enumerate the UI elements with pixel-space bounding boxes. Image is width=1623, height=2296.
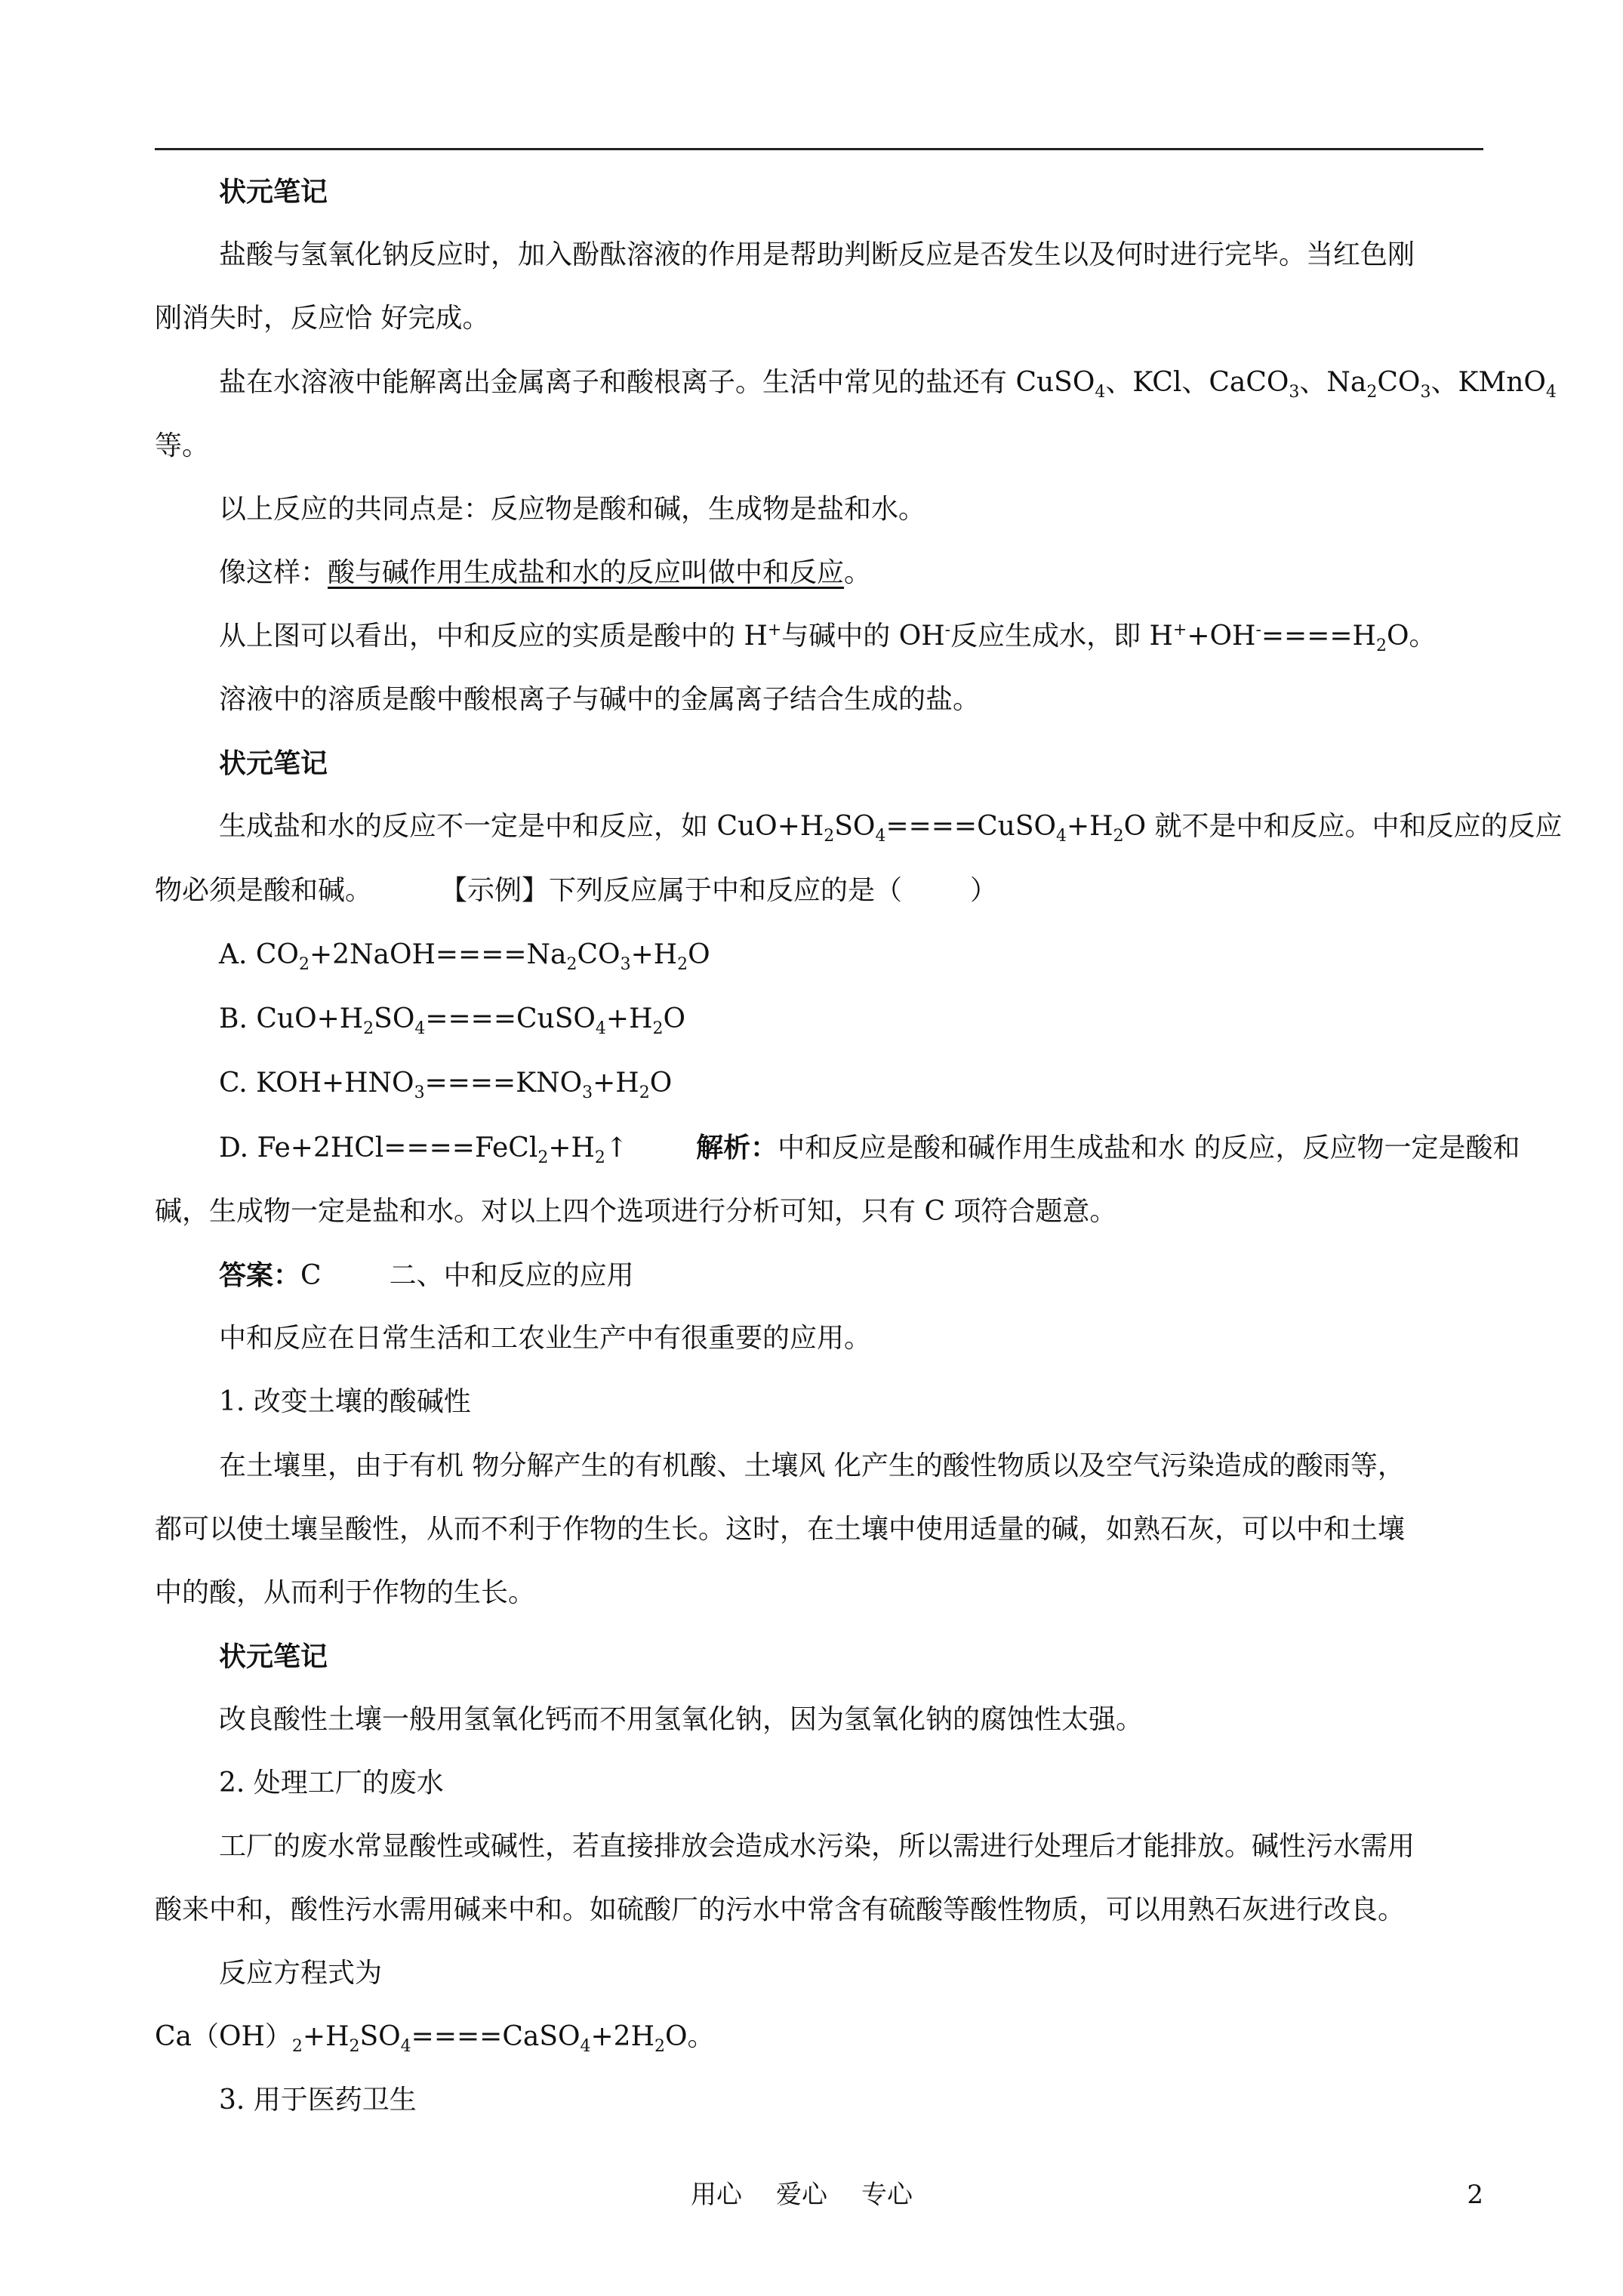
paragraph-soil-cont-2: 中的酸，从而利于作物的生长。 [155, 1577, 536, 1608]
note-heading-3: 状元笔记 [219, 1641, 328, 1672]
heading-wastewater: 2. 处理工厂的废水 [219, 1767, 444, 1798]
answer-label: 答案： [219, 1259, 301, 1291]
equation: $Ca(OH)_2+H_2SO_4====CaSO_4+2H_2O$。 [155, 2021, 715, 2057]
footer-motto: 用心 爱心 专心 [691, 2180, 913, 2210]
paragraph-common-point: 以上反应的共同点是：反应物是酸和碱，生成物是盐和水。 [219, 494, 926, 525]
paragraph-solute: 溶液中的溶质是酸中酸根离子与碱中的金属离子结合生成的盐。 [219, 684, 981, 715]
paragraph-wastewater-cont: 酸来中和，酸性污水需用碱来中和。如硫酸厂的污水中常含有硫酸等酸性物质，可以用熟石灰进行改良。 [155, 1894, 1406, 1925]
paragraph-soil-cont: 都可以使土壤呈酸性，从而不利于作物的生长。这时，在土壤中使用适量的碱，如熟石灰，可以中和土壤 [155, 1514, 1406, 1545]
paragraph-example-question: 物必须是酸和碱。 【示例】下列反应属于中和反应的是（ ） [155, 875, 998, 906]
paragraph-indicator-cont: 刚消失时，反应恰 好完成。 [155, 303, 490, 334]
paragraph-wastewater: 工厂的废水常显酸性或碱性，若直接排放会造成水污染，所以需进行处理后才能排放。碱性污水需用 [219, 1831, 1415, 1862]
option-c: C. $KOH+HNO_3====KNO_3+H_2O$ [219, 1068, 673, 1103]
paragraph-essence: 从上图可以看出，中和反应的实质是酸中的 H+与碱中的 OH-反应生成水，即 $H^++OH^-====H_2O$。 [219, 621, 1437, 656]
paragraph-definition: 像这样：酸与碱作用生成盐和水的反应叫做中和反应。 [219, 557, 872, 588]
option-b: B. $CuO+H_2SO_4====CuSO_4+H_2O$ [219, 1003, 685, 1039]
heading-medicine: 3. 用于医药卫生 [219, 2085, 417, 2116]
option-a: A. $CO_2+2NaOH====Na_2CO_3+H_2O$ [219, 939, 710, 975]
paragraph-applications: 中和反应在日常生活和工农业生产中有很重要的应用。 [219, 1323, 872, 1354]
paragraph-equation-intro: 反应方程式为 [219, 1958, 383, 1989]
section-heading-applications: 二、中和反应的应用 [389, 1260, 634, 1291]
paragraph-indicator: 盐酸与氢氧化钠反应时，加入酚酞溶液的作用是帮助判断反应是否发生以及何时进行完毕。当红色刚 [219, 239, 1415, 270]
paragraph-soil-note: 改良酸性土壤一般用氢氧化钙而不用氢氧化钠，因为氢氧化钠的腐蚀性太强。 [219, 1704, 1144, 1735]
answer-line: 答案：C 二、中和反应的应用 [219, 1259, 634, 1291]
definition-text: 酸与碱作用生成盐和水的反应叫做中和反应 [328, 557, 845, 588]
note-heading-1: 状元笔记 [219, 176, 328, 208]
page-number: 2 [1467, 2180, 1483, 2210]
header-rule [155, 148, 1483, 150]
heading-soil: 1. 改变土壤的酸碱性 [219, 1386, 471, 1417]
option-d: D. $Fe+2HCl====FeCl_2+H_2↑$ 解析：中和反应是酸和碱作用生成盐和水 的反应，反应物一定是酸和 [219, 1132, 1520, 1168]
analysis-label: 解析： [696, 1132, 778, 1163]
note-heading-2: 状元笔记 [219, 747, 328, 779]
paragraph-salts-cont: 等。 [155, 430, 210, 461]
paragraph-soil: 在土壤里，由于有机 物分解产生的有机酸、土壤风 化产生的酸性物质以及空气污染造成的酸雨等， [219, 1450, 1405, 1481]
paragraph-salts: 盐在水溶液中能解离出金属离子和酸根离子。生活中常见的盐还有 CuSO$_4$、KCl、CaCO$_3$、$Na_2CO_3$、KMnO$_4$ [219, 367, 1557, 402]
paragraph-not-neutralization: 生成盐和水的反应不一定是中和反应，如 $CuO+H_2SO_4====CuSO_4+H_2O$ 就不是中和反应。中和反应的反应 [219, 811, 1563, 846]
analysis-cont: 碱，生成物一定是盐和水。对以上四个选项进行分析可知，只有 C 项符合题意。 [155, 1196, 1117, 1227]
